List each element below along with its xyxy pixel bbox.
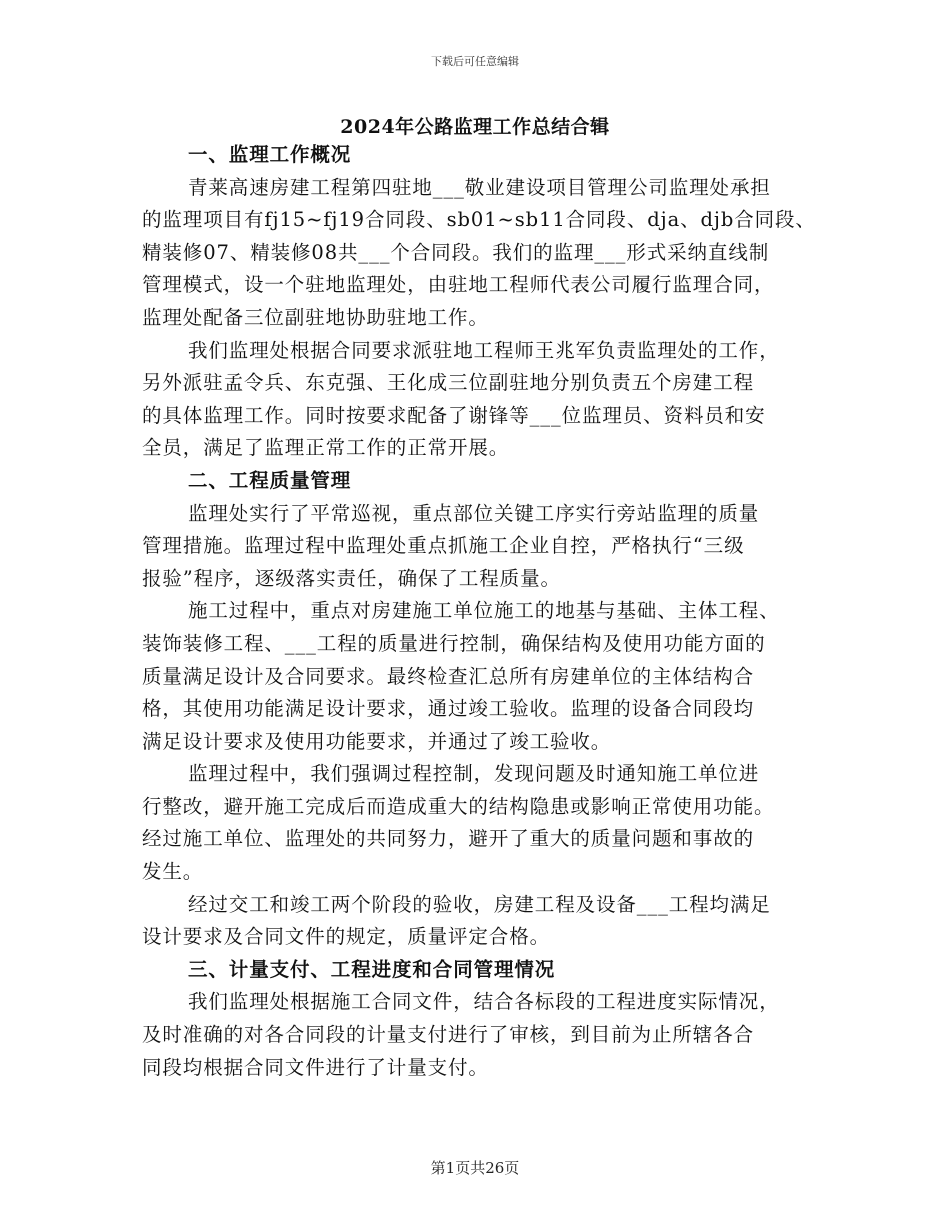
paragraph-line: 满足设计要求及使用功能要求，并通过了竣工验收。 (142, 729, 612, 753)
paragraph-line: 行整改，避开施工完成后而造成重大的结构隐患或影响正常使用功能。 (142, 794, 775, 818)
paragraph-line: 格，其使用功能满足设计要求，通过竣工验收。监理的设备合同段均 (142, 697, 755, 721)
paragraph-line: 全员，满足了监理正常工作的正常开展。 (142, 436, 510, 460)
paragraph-first-line: 经过交工和竣工两个阶段的验收，房建工程及设备___工程均满足 (188, 892, 771, 916)
paragraph-line: 精装修07、精装修08共___个合同段。我们的监理___形式采纳直线制 (142, 240, 770, 264)
document-title: 2024年公路监理工作总结合辑 (340, 116, 610, 138)
paragraph-line: 设计要求及合同文件的规定，质量评定合格。 (142, 925, 551, 949)
paragraph-first-line: 我们监理处根据合同要求派驻地工程师王兆军负责监理处的工作， (188, 338, 780, 362)
paragraph-line: 另外派驻孟令兵、东克强、王化成三位副驻地分别负责五个房建工程 (142, 371, 755, 395)
page-header: 下载后可任意编辑 (431, 55, 519, 68)
paragraph-first-line: 监理过程中，我们强调过程控制，发现问题及时通知施工单位进 (188, 762, 760, 786)
section-heading: 一、监理工作概况 (188, 143, 352, 166)
section-heading: 二、工程质量管理 (188, 468, 352, 492)
paragraph-first-line: 我们监理处根据施工合同文件，结合各标段的工程进度实际情况， (188, 990, 780, 1014)
paragraph-line: 管理模式，设一个驻地监理处，由驻地工程师代表公司履行监理合同， (142, 273, 775, 297)
paragraph-first-line: 施工过程中，重点对房建施工单位施工的地基与基础、主体工程、 (188, 599, 780, 623)
paragraph-first-line: 监理处实行了平常巡视，重点部位关键工序实行旁站监理的质量 (188, 501, 760, 525)
page-footer: 第1页共26页 (430, 1159, 520, 1177)
paragraph-first-line: 青莱高速房建工程第四驻地___敬业建设项目管理公司监理处承担 (188, 175, 771, 199)
document-body (142, 139, 822, 1084)
section-heading: 三、计量支付、工程进度和合同管理情况 (188, 957, 556, 981)
paragraph-line: 质量满足设计及合同要求。最终检查汇总所有房建单位的主体结构合 (142, 664, 755, 688)
paragraph-line: 的监理项目有fj15~fj19合同段、sb01~sb11合同段、dja、djb合同段、 (142, 208, 816, 232)
paragraph-line: 发生。 (142, 860, 204, 884)
paragraph-line: 及时准确的对各合同段的计量支付进行了审核，到目前为止所辖各合 (142, 1023, 755, 1047)
paragraph-line: 装饰装修工程、___工程的质量进行控制，确保结构及使用功能方面的 (142, 631, 766, 655)
paragraph-line: 监理处配备三位副驻地协助驻地工作。 (142, 305, 489, 329)
paragraph-line: 同段均根据合同文件进行了计量支付。 (142, 1055, 489, 1079)
paragraph-line: 的具体监理工作。同时按要求配备了谢锋等___位监理员、资料员和安 (142, 403, 766, 427)
paragraph-line: 经过施工单位、监理处的共同努力，避开了重大的质量问题和事故的 (142, 827, 755, 851)
paragraph-line: 报验”程序，逐级落实责任，确保了工程质量。 (142, 566, 561, 590)
paragraph-line: 管理措施。监理过程中监理处重点抓施工企业自控，严格执行“三级 (142, 534, 745, 558)
